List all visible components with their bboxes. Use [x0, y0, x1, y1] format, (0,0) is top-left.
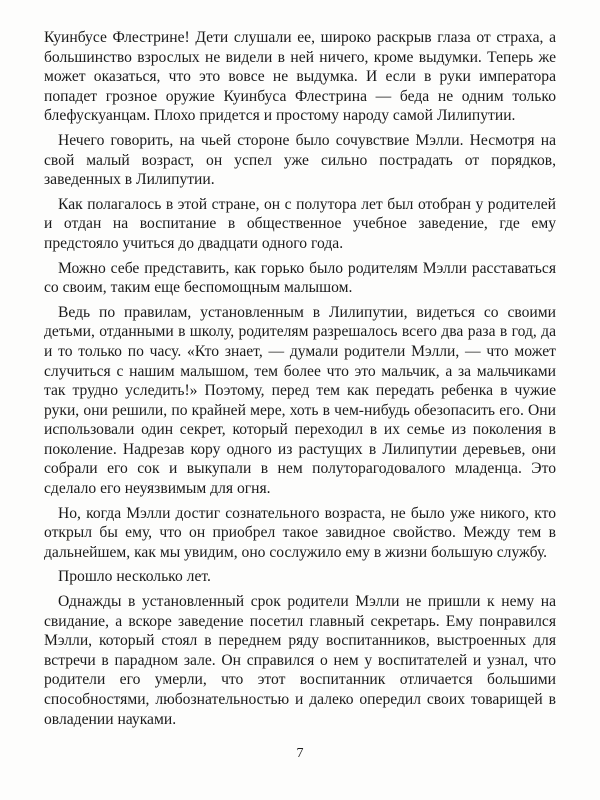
paragraph-4: Можно себе представить, как горько было родителям Мэлли расставаться со своим, таким еще беспомощным малышом. [44, 259, 556, 297]
paragraph-7: Прошло несколько лет. [58, 568, 211, 586]
page-number: 7 [296, 746, 304, 761]
paragraph-3: Как полагалось в этой стране, он с полутора лет был отобран у родителей и отдан на воспитание в общественное учебное заведение, где ему предстояло учиться до двадцати одного года. [44, 195, 556, 252]
body-text [44, 28, 556, 734]
paragraph-5: Ведь по правилам, установленным в Лилипутии, видеться со своими детьми, отданными в школу, родителям разрешалось всего два раза в год, да и то только по часу. «Кто знает, — думали родители Мэлли, — что может случиться с нашим малышом, тем более что это мальчик, а за мальчиками так трудно уследить!» Поэтому, перед тем как передать ребенка в чужие руки, они решили, по крайней мере, хоть в чем-нибудь обезопасить его. Они использовали один секрет, который переходил в их семье из поколения в поколение. Надрезав кору одного из растущих в Лилипутии деревьев, они собрали его сок и выкупали в нем полуторагодовалого младенца. Это сделало его неуязвимым для огня. [44, 303, 556, 498]
paragraph-2: Нечего говорить, на чьей стороне было сочувствие Мэлли. Несмотря на свой малый возраст, он успел уже сильно пострадать от порядков, заведенных в Лилипутии. [44, 131, 556, 189]
paragraph-8: Однажды в установленный срок родители Мэлли не пришли к нему на свидание, а вскоре заведение посетил главный секретарь. Ему понравился Мэлли, который стоял в переднем ряду воспитанников, выстроенных для встречи в парадном зале. Он справился о нем у воспитателей и узнал, что родители его умерли, что этот воспитанник отличается большими способностями, любознательностью и далеко опередил своих товарищей в овладении науками. [44, 593, 556, 728]
paragraph-1: Куинбусе Флестрине! Дети слушали ее, широко раскрыв глаза от страха, а большинство взрослых не видели в ней ничего, кроме выдумки. Теперь же может оказаться, что это вовсе не выдумка. И если в руки императора попадет грозное оружие Куинбуса Флестрина — беда не одним только блефускуанцам. Плохо придется и простому народу самой Лилипутии. [44, 29, 556, 125]
paragraph-6: Но, когда Мэлли достиг сознательного возраста, не было уже никого, кто открыл бы ему, что он приобрел такое завидное свойство. Между тем в дальнейшем, как мы увидим, оно сослужило ему в жизни большую службу. [44, 504, 556, 561]
